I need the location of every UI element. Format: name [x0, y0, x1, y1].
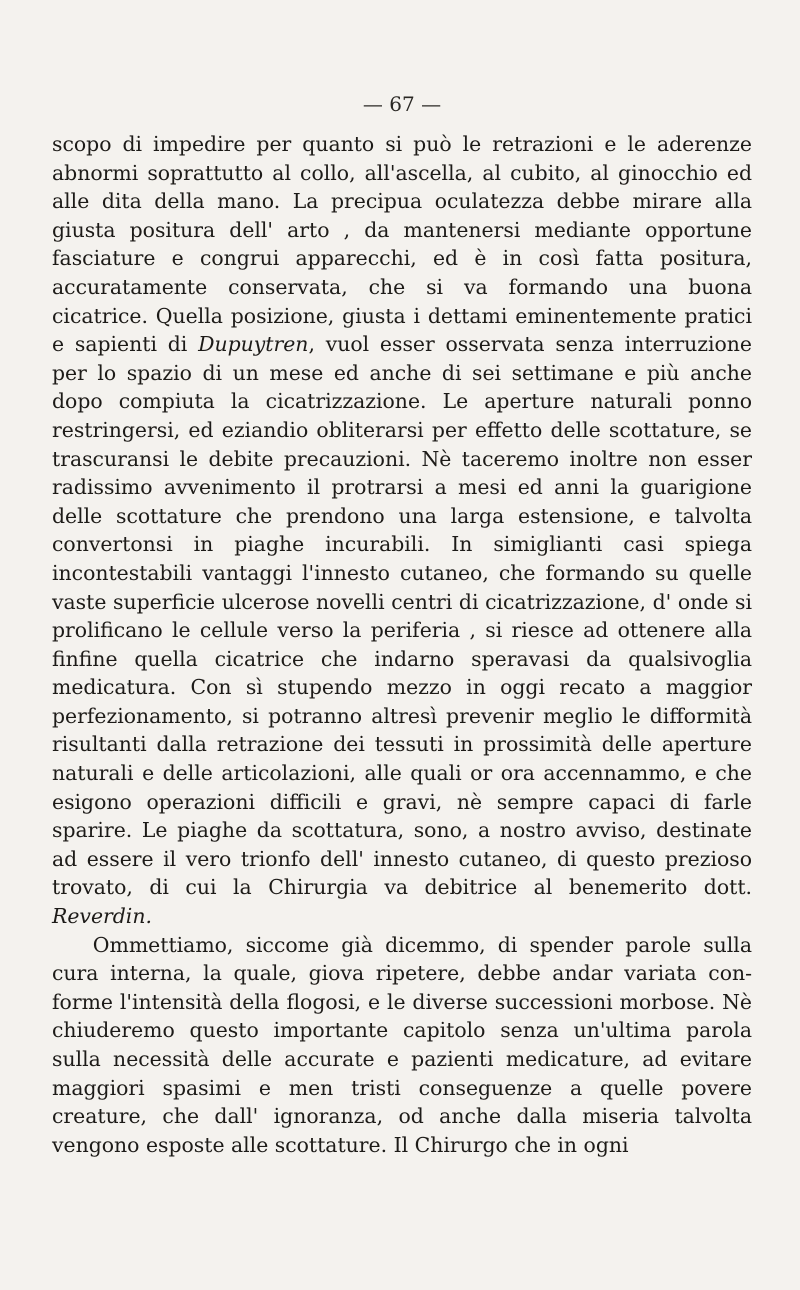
paragraph-2: [52, 931, 752, 1160]
author-name-dupuytren: Dupuytren: [198, 332, 309, 357]
page-number: — 67 —: [362, 92, 442, 116]
paragraph-1: [52, 130, 752, 931]
author-name-reverdin: Reverdin.: [52, 904, 152, 929]
paragraph-1-text-1: scopo di impedire per quanto si può le retrazioni e le aderenze abnormi soprattutto al collo, all'ascella, al cubito, al ginocchio ed alle dita della mano. La precipua oculatezza debbe mirare alla giusta positura dell' arto , da mantenersi mediante opportune fasciature e congrui apparecchi, ed è in così fatta positura, accuratamente conservata, che si va formando una buona cicatrice. Quella posizione, giusta i dettami eminentemente pratici e sapienti di: [52, 132, 752, 357]
paragraph-1-text-2: , vuol esser osservata senza interruzione per lo spazio di un mese ed anche di sei settimane e più anche dopo compiuta la cicatrizzazione. Le aperture naturali ponno restringersi, ed eziandio obliterarsi per effetto delle scottature, se trascuransi le debite precauzioni. Nè taceremo inoltre non esser radissimo avvenimento il protrarsi a mesi ed anni la guarigione delle scottature che prendono una larga estensione, e talvolta convertonsi in piaghe incurabili. In simiglianti casi spiega incontestabili vantaggi l'innesto cutaneo, che formando su quelle vaste superficie ulcerose novelli centri di cicatrizzazione, d' onde si prolificano le cellule verso la periferia , si riesce ad ottenere alla finfine quella cicatrice che indarno speravasi da qualsivoglia medicatura. Con sì stupendo mezzo in oggi recato a maggior perfezionamento, si potranno altresì prevenir meglio le difformità risultanti dalla retrazione dei tessuti in prossimità delle aperture naturali e delle articolazioni, alle quali or ora accennammo, e che esigono operazioni difficili e gravi, nè sempre capaci di farle sparire. Le piaghe da scottatura, sono, a nostro avviso, destinate ad essere il vero trionfo dell' innesto cutaneo, di questo prezioso trovato, di cui la Chirurgia va debitrice al benemerito dott.: [52, 332, 752, 900]
paragraph-2-text: Ommettiamo, siccome già dicemmo, di spender parole sulla cura interna, la quale, giova ripetere, debbe andar variata conforme l'intensità della flogosi, e le diverse successioni morbose. Nè chiuderemo questo importante capitolo senza un'ultima parola sulla necessità delle accurate e pazienti medicature, ad evitare maggiori spasimi e men tristi conseguenze a quelle povere creature, che dall' ignoranza, od anche dalla miseria talvolta vengono esposte alle scottature. Il Chirurgo che in ogni: [52, 932, 752, 1157]
